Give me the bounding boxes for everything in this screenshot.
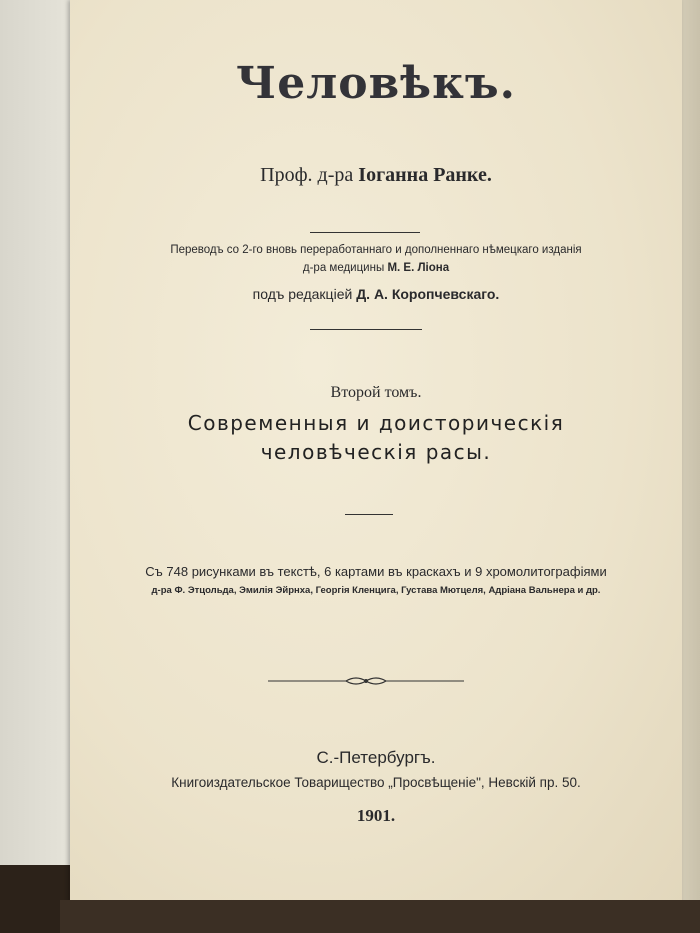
translator-name: М. Е. Ліона bbox=[387, 262, 450, 274]
divider-top bbox=[310, 232, 420, 233]
subtitle-line-2: человѣческія расы. bbox=[260, 440, 492, 464]
editor-name: Д. А. Коропчевскаго. bbox=[356, 286, 500, 302]
subtitle-line-1: Современныя и доисторическія bbox=[187, 411, 565, 435]
publisher: Книгоиздательское Товарищество „Просвѣщеніе", Невскій пр. 50. bbox=[171, 775, 581, 790]
editor-prefix: подъ редакціей bbox=[252, 286, 353, 302]
author-name: Іоганна Ранке. bbox=[358, 164, 492, 186]
divider-short bbox=[345, 514, 393, 515]
author-line bbox=[70, 164, 682, 187]
translation-note: Переводъ со 2-го вновь переработаннаго и дополненнаго нѣмецкаго изданія bbox=[170, 244, 582, 256]
editor-line bbox=[70, 286, 682, 302]
ornament-divider bbox=[268, 674, 464, 688]
artists-note: д-ра Ф. Этцольда, Эмилія Эйрнха, Георгія Кленцига, Густава Мютцеля, Адріана Вальнера и др. bbox=[151, 585, 601, 596]
book-bottom-shadow bbox=[60, 900, 700, 933]
volume-label: Второй томъ. bbox=[330, 384, 422, 401]
divider-middle bbox=[310, 329, 422, 330]
illustrations-note: Съ 748 рисунками въ текстѣ, 6 картами въ краскахъ и 9 хромолитографіями bbox=[145, 564, 607, 579]
author-prefix: Проф. д-ра bbox=[260, 164, 354, 186]
translator-prefix: д-ра медицины bbox=[302, 262, 385, 274]
city: С.-Петербургъ. bbox=[316, 748, 436, 767]
book-title: Человѣкъ. bbox=[236, 58, 516, 109]
translator-line bbox=[70, 262, 682, 274]
publication-year: 1901. bbox=[356, 806, 396, 825]
